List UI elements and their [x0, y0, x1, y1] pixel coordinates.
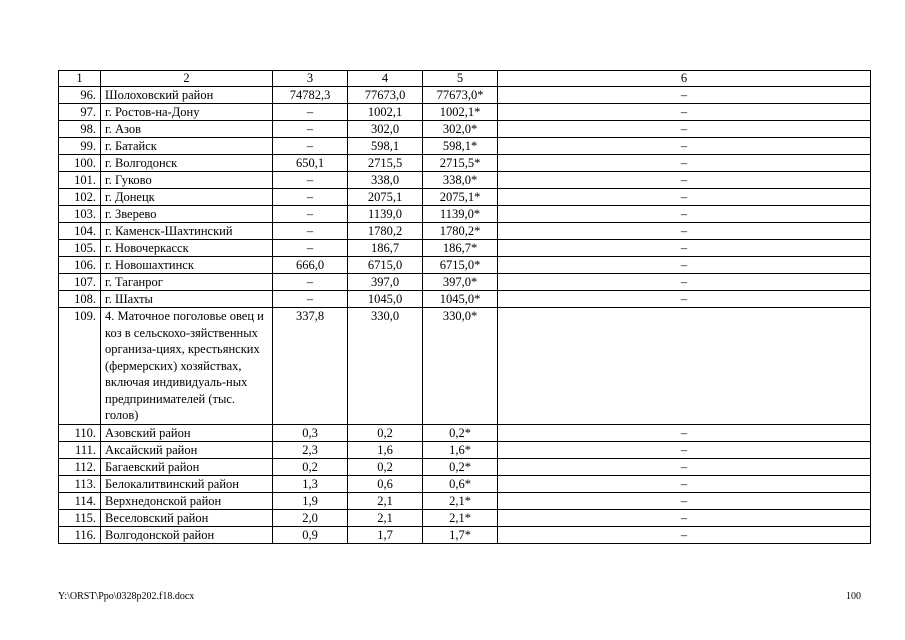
row-col3-cell: – [273, 240, 348, 257]
row-col5-cell: 1002,1* [423, 104, 498, 121]
row-number-cell: 107. [59, 274, 101, 291]
row-col5-cell: 1045,0* [423, 291, 498, 308]
table-row [59, 475, 871, 492]
table-row [59, 172, 871, 189]
row-col4-cell: 0,2 [348, 458, 423, 475]
row-name-cell: г. Таганрог [101, 274, 273, 291]
row-col6-cell: – [498, 475, 871, 492]
row-col6-cell: – [498, 138, 871, 155]
row-col3-cell: – [273, 172, 348, 189]
row-col6-cell: – [498, 257, 871, 274]
row-col5-cell: 77673,0* [423, 87, 498, 104]
table-row [59, 458, 871, 475]
row-col6-cell: – [498, 172, 871, 189]
table-row [59, 257, 871, 274]
row-number-cell: 111. [59, 441, 101, 458]
row-col5-cell: 0,6* [423, 475, 498, 492]
row-col3-cell: – [273, 223, 348, 240]
row-name-cell: Аксайский район [101, 441, 273, 458]
row-number-cell: 105. [59, 240, 101, 257]
row-col4-cell: 338,0 [348, 172, 423, 189]
row-col4-cell: 0,2 [348, 424, 423, 441]
row-col5-cell: 2,1* [423, 509, 498, 526]
table-row [59, 223, 871, 240]
table-row [59, 526, 871, 543]
row-col3-cell: – [273, 189, 348, 206]
row-name-cell: г. Зверево [101, 206, 273, 223]
row-name-cell: Веселовский район [101, 509, 273, 526]
row-number-cell: 109. [59, 308, 101, 425]
row-col5-cell: 186,7* [423, 240, 498, 257]
header-cell: 2 [101, 71, 273, 87]
row-number-cell: 114. [59, 492, 101, 509]
row-number-cell: 104. [59, 223, 101, 240]
row-col4-cell: 1,6 [348, 441, 423, 458]
table-row [59, 104, 871, 121]
row-name-cell: Верхнедонской район [101, 492, 273, 509]
row-col4-cell: 77673,0 [348, 87, 423, 104]
row-col3-cell: 666,0 [273, 257, 348, 274]
row-col6-cell: – [498, 223, 871, 240]
row-col3-cell: 1,3 [273, 475, 348, 492]
row-col4-cell: 397,0 [348, 274, 423, 291]
row-name-cell: г. Новошахтинск [101, 257, 273, 274]
table-row [59, 240, 871, 257]
row-col4-cell: 330,0 [348, 308, 423, 425]
row-col3-cell: 0,2 [273, 458, 348, 475]
row-number-cell: 103. [59, 206, 101, 223]
row-col6-cell: – [498, 441, 871, 458]
table-row [59, 291, 871, 308]
row-col5-cell: 598,1* [423, 138, 498, 155]
row-name-cell: г. Каменск-Шахтинский [101, 223, 273, 240]
row-name-cell: г. Гуково [101, 172, 273, 189]
row-number-cell: 116. [59, 526, 101, 543]
row-col6-cell: – [498, 87, 871, 104]
row-col5-cell: 6715,0* [423, 257, 498, 274]
row-col3-cell: – [273, 291, 348, 308]
row-number-cell: 99. [59, 138, 101, 155]
row-col3-cell: 650,1 [273, 155, 348, 172]
data-table [58, 70, 871, 544]
row-col5-cell: 2075,1* [423, 189, 498, 206]
footer-file-path: Y:\ORST\Ppo\0328p202.f18.docx [58, 591, 195, 602]
row-name-cell: Шолоховский район [101, 87, 273, 104]
row-number-cell: 110. [59, 424, 101, 441]
row-col4-cell: 1780,2 [348, 223, 423, 240]
header-cell: 3 [273, 71, 348, 87]
row-col5-cell: 338,0* [423, 172, 498, 189]
row-number-cell: 108. [59, 291, 101, 308]
table-row [59, 121, 871, 138]
row-col5-cell: 0,2* [423, 458, 498, 475]
header-cell: 4 [348, 71, 423, 87]
table-row [59, 206, 871, 223]
row-col5-cell: 1,6* [423, 441, 498, 458]
table-row [59, 87, 871, 104]
row-col4-cell: 2,1 [348, 509, 423, 526]
row-col4-cell: 302,0 [348, 121, 423, 138]
table-row [59, 509, 871, 526]
table-row [59, 492, 871, 509]
row-name-cell: 4. Маточное поголовье овец и коз в сельскохо-зяйственных организа-циях, крестьянских (фермерских) хозяйствах, включая индивидуаль-ных предпринимателей (тыс. голов) [101, 308, 273, 425]
row-col5-cell: 0,2* [423, 424, 498, 441]
row-name-cell: г. Батайск [101, 138, 273, 155]
row-col4-cell: 598,1 [348, 138, 423, 155]
row-col4-cell: 2,1 [348, 492, 423, 509]
row-col5-cell: 2,1* [423, 492, 498, 509]
row-col3-cell: 2,0 [273, 509, 348, 526]
row-col3-cell: 0,3 [273, 424, 348, 441]
row-col4-cell: 1045,0 [348, 291, 423, 308]
table-row [59, 424, 871, 441]
table-header-row [59, 71, 871, 87]
row-col3-cell: – [273, 104, 348, 121]
row-name-cell: г. Азов [101, 121, 273, 138]
row-col4-cell: 0,6 [348, 475, 423, 492]
table-row [59, 274, 871, 291]
row-col3-cell: – [273, 206, 348, 223]
row-col4-cell: 1,7 [348, 526, 423, 543]
row-name-cell: Багаевский район [101, 458, 273, 475]
row-col5-cell: 397,0* [423, 274, 498, 291]
row-number-cell: 100. [59, 155, 101, 172]
row-number-cell: 97. [59, 104, 101, 121]
row-col6-cell: – [498, 458, 871, 475]
row-col3-cell: 0,9 [273, 526, 348, 543]
table-row [59, 189, 871, 206]
row-col3-cell: – [273, 121, 348, 138]
row-number-cell: 96. [59, 87, 101, 104]
header-cell: 5 [423, 71, 498, 87]
row-col5-cell: 330,0* [423, 308, 498, 425]
row-number-cell: 101. [59, 172, 101, 189]
row-name-cell: Волгодонской район [101, 526, 273, 543]
row-name-cell: г. Шахты [101, 291, 273, 308]
table-row [59, 155, 871, 172]
row-col3-cell: 337,8 [273, 308, 348, 425]
row-name-cell: г. Донецк [101, 189, 273, 206]
row-col5-cell: 2715,5* [423, 155, 498, 172]
row-col4-cell: 2715,5 [348, 155, 423, 172]
row-col3-cell: – [273, 138, 348, 155]
header-cell: 1 [59, 71, 101, 87]
row-number-cell: 98. [59, 121, 101, 138]
row-col6-cell: – [498, 526, 871, 543]
row-number-cell: 112. [59, 458, 101, 475]
row-col4-cell: 186,7 [348, 240, 423, 257]
row-col6-cell: – [498, 509, 871, 526]
row-col6-cell: – [498, 492, 871, 509]
row-col6-cell: – [498, 274, 871, 291]
row-name-cell: г. Волгодонск [101, 155, 273, 172]
row-col4-cell: 1002,1 [348, 104, 423, 121]
row-col6-cell: – [498, 291, 871, 308]
row-col6-cell: – [498, 424, 871, 441]
row-number-cell: 106. [59, 257, 101, 274]
row-col6-cell [498, 308, 871, 425]
row-col6-cell: – [498, 104, 871, 121]
row-col5-cell: 1139,0* [423, 206, 498, 223]
row-col3-cell: – [273, 274, 348, 291]
row-col4-cell: 2075,1 [348, 189, 423, 206]
row-name-cell: Азовский район [101, 424, 273, 441]
row-col4-cell: 1139,0 [348, 206, 423, 223]
footer-page-number: 100 [846, 591, 861, 602]
row-col6-cell: – [498, 240, 871, 257]
row-col6-cell: – [498, 121, 871, 138]
row-col6-cell: – [498, 155, 871, 172]
row-col5-cell: 302,0* [423, 121, 498, 138]
row-number-cell: 115. [59, 509, 101, 526]
row-col3-cell: 74782,3 [273, 87, 348, 104]
row-name-cell: Белокалитвинский район [101, 475, 273, 492]
row-col6-cell: – [498, 189, 871, 206]
row-col3-cell: 2,3 [273, 441, 348, 458]
table-row [59, 441, 871, 458]
row-col3-cell: 1,9 [273, 492, 348, 509]
row-col4-cell: 6715,0 [348, 257, 423, 274]
row-name-cell: г. Новочеркасск [101, 240, 273, 257]
row-col5-cell: 1780,2* [423, 223, 498, 240]
row-col5-cell: 1,7* [423, 526, 498, 543]
table-row [59, 308, 871, 425]
row-col6-cell: – [498, 206, 871, 223]
header-cell: 6 [498, 71, 871, 87]
table-row [59, 138, 871, 155]
row-number-cell: 102. [59, 189, 101, 206]
row-number-cell: 113. [59, 475, 101, 492]
row-name-cell: г. Ростов-на-Дону [101, 104, 273, 121]
